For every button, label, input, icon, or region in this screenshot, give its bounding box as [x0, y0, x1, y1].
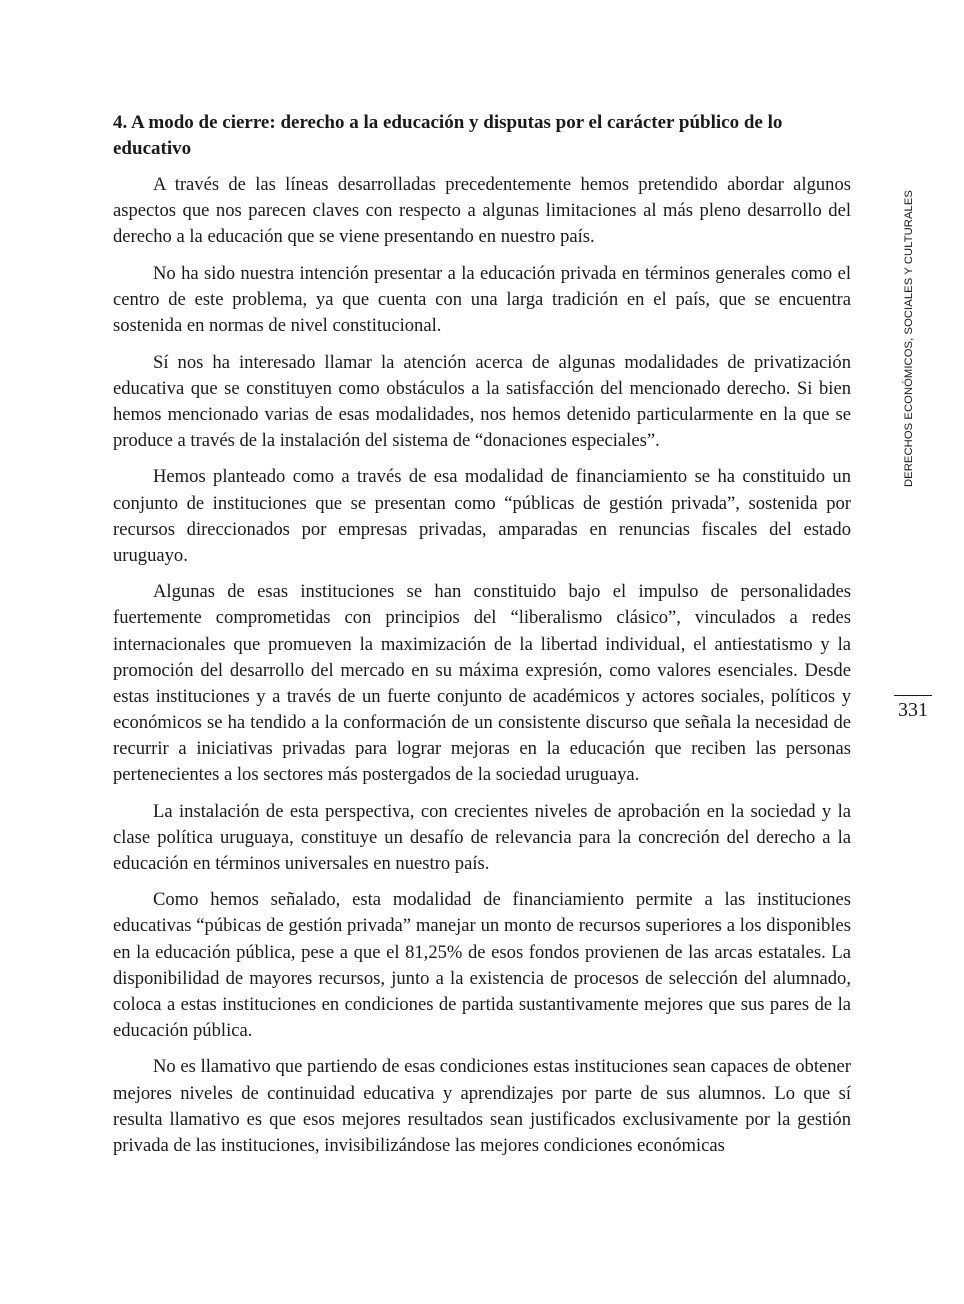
paragraph-1: A través de las líneas desarrolladas precedentemente hemos pretendido abordar algunos aspectos que nos parecen claves con respecto a algunas limitaciones al más pleno desarrollo del derecho a la educación que se viene presentando en nuestro país. [113, 174, 851, 248]
paragraph-6: La instalación de esta perspectiva, con crecientes niveles de aprobación en la sociedad y la clase política uruguaya, constituye un desafío de relevancia para la concreción del derecho a la educación en términos universales en nuestro país. [113, 800, 851, 874]
paragraph-4: Hemos planteado como a través de esa modalidad de financiamiento se ha constituido un conjunto de instituciones que se presentan como “públicas de gestión privada”, sostenida por recursos direccionados por empresas privadas, amparadas en renuncias fiscales del estado uruguayo. [113, 466, 851, 566]
page-number-rule [894, 695, 932, 696]
paragraph-8: No es llamativo que partiendo de esas condiciones estas instituciones sean capaces de obtener mejores niveles de continuidad educativa y aprendizajes por parte de sus alumnos. Lo que sí resulta llamativo es que esos mejores resultados sean justificados exclusivamente por la gestión privada de las instituciones, invisibilizándose las mejores condiciones económicas [113, 1056, 851, 1156]
section-heading: 4. A modo de cierre: derecho a la educación y disputas por el carácter público de lo educativo [113, 112, 783, 159]
paragraph-7: Como hemos señalado, esta modalidad de financiamiento permite a las instituciones educativas “púbicas de gestión privada” manejar un monto de recursos superiores a los disponibles en la educación pública, pese a que el 81,25% de esos fondos provienen de las arcas estatales. La disponibilidad de mayores recursos, junto a la existencia de procesos de selección del alumnado, coloca a estas instituciones en condiciones de partida sustantivamente mejores que sus pares de la educación pública. [113, 889, 851, 1041]
main-text [113, 110, 851, 1169]
paragraph-3: Sí nos ha interesado llamar la atención acerca de algunas modalidades de privatización educativa que se constituyen como obstáculos a la satisfacción del mencionado derecho. Si bien hemos mencionado varias de esas modalidades, nos hemos detenido particularmente en la que se produce a través de la instalación del sistema de “donaciones especiales”. [113, 351, 851, 451]
running-head: DERECHOS ECONÓMICOS, SOCIALES Y CULTURALES [903, 190, 915, 488]
page-number: 331 [898, 699, 928, 721]
paragraph-2: No ha sido nuestra intención presentar a la educación privada en términos generales como el centro de este problema, ya que cuenta con una larga tradición en el país, que se encuentra sostenida en normas de nivel constitucional. [113, 262, 851, 336]
paragraph-5: Algunas de esas instituciones se han constituido bajo el impulso de personalidades fuertemente comprometidas con principios del “liberalismo clásico”, vinculados a redes internacionales que promueven la maximización de la libertad individual, el antiestatismo y la promoción del desarrollo del mercado en su máxima expresión, como valores esenciales. Desde estas instituciones y a través de un fuerte conjunto de académicos y actores sociales, políticos y económicos se ha tendido a la conformación de un consistente discurso que señala la necesidad de recurrir a iniciativas privadas para lograr mejoras en la educación que reciben las personas pertenecientes a los sectores más postergados de la sociedad uruguaya. [113, 581, 851, 785]
